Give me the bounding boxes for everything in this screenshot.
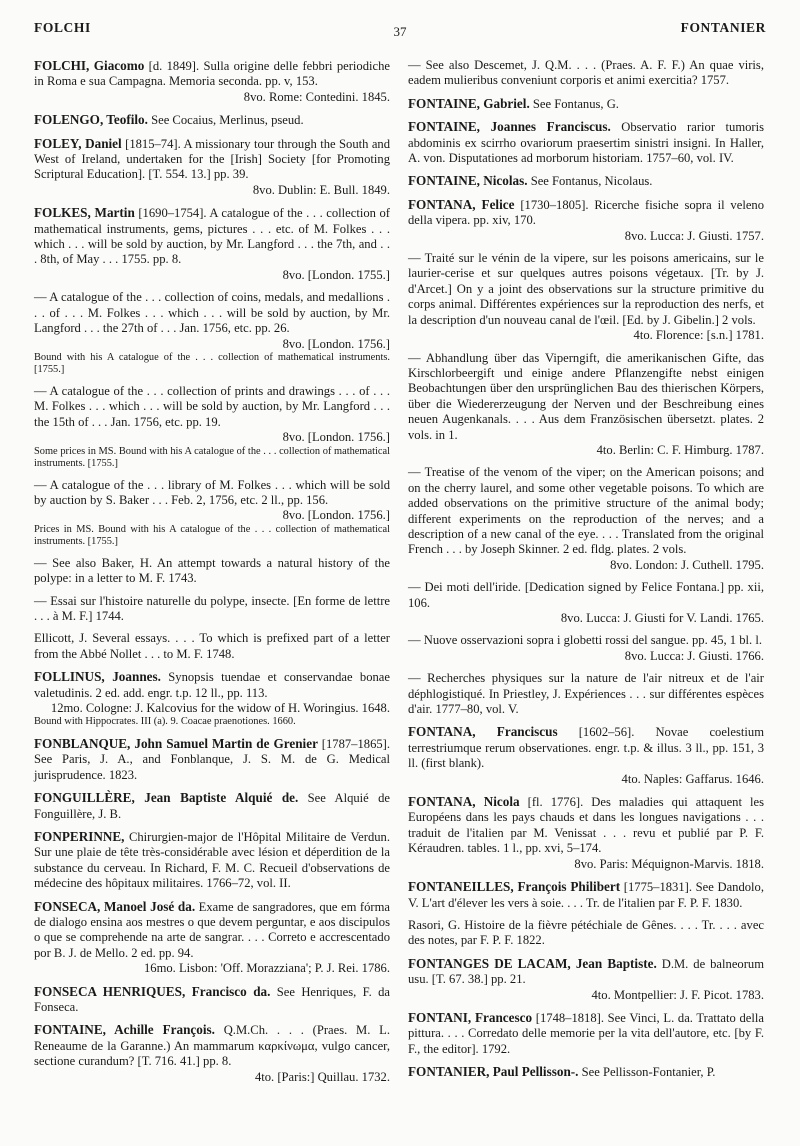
entry-body: Synopsis tuendae et conservandae bonae valetudinis. 2 ed. add. engr. t.p. 12 ll., pp. 113. [34, 670, 390, 700]
entry-heading: FONTAINE, Gabriel. [408, 95, 530, 111]
entry-note: Prices in MS. Bound with his A catalogue of the . . . collection of mathematical instruments. [1755.] [34, 523, 390, 548]
entry-text [408, 918, 764, 949]
entry-note: Bound with his A catalogue of the . . . collection of mathematical instruments. [1755.] [34, 351, 390, 376]
entry-body: — Abhandlung über das Viperngift, die amerikanischen Gifte, das Kirschlorbeergift und einige andere Pflanzengifte nebst einigen Beobachtungen über den ursprünglichen Bau des thierischen Körpers, über die Wiedererzeugung der Nerven und der Beschreibung eines neuen Augenkanals. . . . Aus dem Französischen übersetzt. plates. 2 vols. in 1. [408, 350, 764, 442]
entry-body: [d. 1849]. Sulla origine delle febbri periodiche in Roma e sua Campagna. Memoria seconda. pp. v, 153. [34, 59, 390, 89]
entry-text [34, 594, 390, 625]
entry-text [408, 633, 764, 648]
entry-text [34, 829, 390, 892]
entry-text [408, 465, 764, 557]
right-column [408, 58, 764, 1088]
entry-text [34, 1022, 390, 1069]
entry-imprint: 8vo. [London. 1756.] [282, 430, 390, 445]
entry-body: [1730–1805]. Ricerche fisiche sopra il veleno della vipera. pp. xiv, 170. [408, 197, 765, 228]
entry-text [34, 112, 390, 128]
catalogue-entry [34, 736, 390, 783]
entry-text [408, 956, 764, 988]
catalogue-entry [34, 112, 390, 128]
catalogue-entry [408, 724, 764, 787]
entry-text [34, 736, 390, 783]
entry-text [408, 58, 764, 89]
entry-heading: FOLCHI, Giacomo [34, 58, 145, 73]
entry-text [408, 724, 764, 771]
catalogue-entry [408, 173, 764, 189]
catalogue-entry [408, 96, 764, 112]
catalogue-entry [34, 478, 390, 549]
catalogue-entry [408, 794, 764, 872]
entry-imprint: 8vo. [London. 1756.] [282, 508, 390, 523]
entry-body: [1815–74]. A missionary tour through the South and West of Ireland, undertaken for the [Irish] Society [for Promoting Scriptural Education]. [T. 554. 13.] pp. 39. [34, 136, 391, 182]
entry-imprint: 8vo. [London. 1756.] [282, 336, 390, 351]
entry-imprint: 4to. [Paris:] Quillau. 1732. [254, 1069, 390, 1084]
entry-imprint: 12mo. Cologne: J. Kalcovius for the widow of H. Woringius. 1648. [50, 701, 390, 715]
entry-imprint: 8vo. Paris: Méquignon-Marvis. 1818. [574, 856, 764, 871]
entry-heading: FONTANI, Francesco [408, 1009, 533, 1025]
entry-text [408, 197, 764, 229]
catalogue-entry [408, 465, 764, 573]
catalogue-entry [408, 879, 764, 911]
entry-heading: FONPERINNE, [34, 828, 125, 844]
entry-heading: FOLEY, Daniel [34, 135, 122, 151]
entry-text [408, 96, 764, 112]
entry-body: [1690–1754]. A catalogue of the . . . collection of mathematical instruments, gems, pictures . . . etc. of M. Folkes . . . which . . . will be sold by auction, by Mr. Langford . . . the 7th, and . . . 8th, of May . . . 1755. pp. 8. [34, 206, 390, 267]
entry-heading: FONTANEILLES, François Philibert [408, 879, 621, 895]
entry-body: Exame de sangradores, que em fórma de dialogo ensina aos mestres o que devem perguntar, e aos discipulos o que se comprehende na arte de sangrar. . . . Correto e accrescentado por B. J. de Mello. 2 ed. pp. 94. [34, 899, 390, 960]
entry-heading: FONTANA, Felice [408, 196, 515, 212]
header-left-word: FOLCHI [34, 20, 91, 35]
catalogue-entry [34, 136, 390, 199]
catalogue-entry [34, 829, 390, 892]
entry-heading: FOLENGO, Teofilo. [34, 112, 148, 128]
catalogue-entry [34, 290, 390, 377]
entry-body: See Fontanus, Nicolaus. [527, 174, 653, 189]
catalogue-entry [34, 556, 390, 587]
entry-body: Rasori, G. Histoire de la fièvre pétéchiale de Gênes. . . . Tr. . . . avec des notes, par F. P. F. 1822. [408, 917, 764, 948]
entry-body: — Recherches physiques sur la nature de l'air nitreux et de l'air déphlogistiqué. In Priestley, J. Expériences . . . sur différentes espèces d'air. 1777–80, vol. V. [408, 671, 764, 717]
entry-body: [1748–1818]. See Vinci, L. da. Trattato della pittura. . . . Corredato delle memorie per la vita dell'autore, etc. [by F. F., the editor]. 1792. [408, 1010, 764, 1056]
entry-heading: FONTAINE, Joannes Franciscus. [408, 119, 611, 135]
entry-body: See Henriques, F. da Fonseca. [34, 984, 390, 1014]
entry-body: — Nuove osservazioni sopra i globetti rossi del sangue. pp. 45, 1 bl. l. [408, 633, 762, 648]
entry-text [408, 173, 764, 189]
catalogue-entry [34, 899, 390, 977]
entry-text [34, 899, 390, 962]
entry-heading: FONTAINE, Nicolas. [408, 173, 528, 189]
entry-body: Observatio rarior tumoris abdominis ex scirrho ovariorum praesertim sinistri insigni. In Haller, A. von. Disputationes ad morborum historiam. 1757–60, vol. IV. [408, 120, 765, 166]
entry-heading: FONGUILLÈRE, Jean Baptiste Alquié de. [34, 790, 299, 806]
catalogue-entry [408, 633, 764, 664]
catalogue-entry [34, 205, 390, 283]
entry-heading: FOLKES, Martin [34, 205, 135, 221]
entry-heading: FOLLINUS, Joannes. [34, 669, 161, 685]
entry-imprint: 8vo. [London. 1755.] [282, 267, 390, 282]
entry-body: See Fontanus, G. [529, 96, 619, 111]
catalogue-entry [408, 197, 764, 244]
entry-imprint: 4to. Montpellier: J. F. Picot. 1783. [591, 987, 764, 1002]
catalogue-entry [408, 119, 764, 166]
entry-text [408, 580, 764, 611]
entry-heading: FONTAINE, Achille François. [34, 1022, 215, 1038]
entry-body: [1602–56]. Novae coelestium terrestriumque rerum observationes. engr. t.p. & illus. 3 ll., pp. 151, 3 ll. (first blank). [408, 725, 765, 771]
entry-heading: FONTANA, Franciscus [408, 724, 558, 740]
entry-imprint: 8vo. Lucca: J. Giusti for V. Landi. 1765. [560, 611, 764, 625]
catalogue-entry [34, 631, 390, 662]
entry-text [34, 984, 390, 1016]
entry-body: [1775–1831]. See Dandolo, V. L'art d'élever les vers à soie. . . . Tr. de l'italien par F. P. F. 1830. [408, 880, 764, 910]
entry-imprint: 4to. Florence: [s.n.] 1781. [633, 328, 764, 343]
entry-heading: FONTANIER, Paul Pellisson-. [408, 1064, 579, 1080]
entry-text [408, 119, 764, 166]
entry-text [34, 556, 390, 587]
entry-body: — See also Descemet, J. Q.M. . . . (Praes. A. F. F.) An quae viris, eadem mulieribus conveniunt corporis et animi exercitia? 1757. [408, 58, 764, 88]
catalogue-entry [34, 384, 390, 471]
catalogue-entry [34, 1022, 390, 1085]
entry-note: Bound with Hippocrates. III (a). 9. Coacae praenotiones. 1660. [34, 716, 296, 728]
entry-body: — See also Baker, H. An attempt towards a natural history of the polype: in a letter to M. F. 1743. [34, 555, 390, 586]
entry-heading: FONTANGES DE LACAM, Jean Baptiste. [408, 955, 657, 971]
entry-body: D.M. de balneorum usu. [T. 67. 38.] pp. 21. [408, 956, 764, 987]
catalogue-entry [34, 984, 390, 1016]
entry-body: Ellicott, J. Several essays. . . . To which is prefixed part of a letter from the Abbé Nollet . . . to M. F. 1748. [34, 631, 390, 661]
entry-note: Some prices in MS. Bound with his A catalogue of the . . . collection of mathematical instruments. [1755.] [34, 445, 390, 470]
entry-heading: FONSECA HENRIQUES, Francisco da. [34, 983, 271, 999]
entry-text [34, 290, 390, 336]
entry-heading: FONTANA, Nicola [408, 794, 520, 810]
entry-text [34, 136, 390, 183]
header-right-word: FONTANIER [680, 20, 766, 35]
entry-body: — A catalogue of the . . . library of M. Folkes . . . which will be sold by auction by S. Baker . . . Feb. 2, 1756, etc. 2 ll., pp. 156. [34, 477, 390, 507]
entry-text [408, 251, 764, 328]
catalogue-entry [408, 918, 764, 949]
entry-imprint: 8vo. Lucca: J. Giusti. 1757. [624, 228, 764, 243]
entry-body: See Cocaius, Merlinus, pseud. [147, 113, 304, 128]
entry-imprint: 8vo. Dublin: E. Bull. 1849. [252, 182, 390, 197]
entry-text [34, 58, 390, 90]
entry-text [408, 879, 764, 911]
catalogue-entry [408, 58, 764, 89]
entry-heading: FONBLANQUE, John Samuel Martin de Grenier [34, 735, 318, 751]
entry-heading: FONSECA, Manoel José da. [34, 898, 196, 914]
entry-body: — A catalogue of the . . . collection of prints and drawings . . . of . . . M. Folkes . . . which . . . will be sold by auction, by Mr. Langford . . . the 15th of . . . Jan. 1756, etc. pp. 19. [34, 383, 390, 429]
entry-text [408, 1010, 764, 1057]
entry-imprint: 8vo. Rome: Contedini. 1845. [243, 89, 390, 104]
entry-text [408, 671, 764, 717]
entry-text [34, 790, 390, 822]
catalogue-entry [408, 956, 764, 1003]
entry-text [34, 669, 390, 701]
page-number: 37 [393, 24, 407, 39]
entry-body: — Traité sur le vénin de la vipere, sur les poisons americains, sur le laurier-cerise et sur quelques autres poisons végetaux. [Tr. by J. d'Arcet.] On y a joint des observations sur la structure primitive du corps animal. Différentes expériences sur la reproduction des nerfs, et la description d'un nouveau canal de l'œil. [Ed. by J. Gibelin.] 2 vols. [408, 251, 764, 327]
catalogue-entry [408, 580, 764, 626]
catalogue-entry [34, 594, 390, 625]
catalogue-entry [408, 671, 764, 717]
entry-imprint: 8vo. London: J. Cuthell. 1795. [610, 557, 764, 572]
entry-imprint: 16mo. Lisbon: 'Off. Morazziana'; P. J. Rei. 1786. [143, 961, 390, 976]
entry-text [34, 631, 390, 662]
entry-body: [1787–1865]. See Paris, J. A., and Fonblanque, J. S. M. de G. Medical jurisprudence. 1823. [34, 736, 391, 782]
catalogue-entry [408, 1010, 764, 1057]
entry-text [408, 351, 764, 443]
entry-body: Chirurgien-major de l'Hôpital Militaire de Verdun. Sur une plaie de tête très-considérable avec lésion et déperdition de la substance du cerveau. In Richard, F. M. C. Recueil d'observations de médecine des hôpitaux militaires. 1766–72, vol. II. [34, 829, 390, 891]
catalogue-entry [34, 58, 390, 105]
entry-imprint: 8vo. Lucca: J. Giusti. 1766. [624, 648, 764, 663]
entry-body: — A catalogue of the . . . collection of coins, medals, and medallions . . . of . . . M. Folkes . . . which . . . will be sold by auction, by Mr. Langford . . . the 27th of . . . Jan. 1756, etc. pp. 26. [34, 290, 390, 336]
entry-body: See Pellisson-Fontanier, P. [578, 1065, 716, 1080]
entry-imprint: 4to. Naples: Gaffarus. 1646. [621, 771, 764, 786]
entry-body: — Treatise of the venom of the viper; on the American poisons; and on the cherry laurel, and some other vegetable poisons. To which are added observations on the primitive structure of the animal body; different experiments on the reproduction of the nerves; and a description of a new canal of the eye. . . . Translated from the original French . . . by Joseph Skinner. 2 ed. fldg. plates. 2 vols. [408, 465, 764, 557]
entry-body: — Essai sur l'histoire naturelle du polype, insecte. [En forme de lettre . . . à M. F.] 1744. [34, 593, 390, 623]
catalogue-entry [34, 669, 390, 729]
entry-body: Q.M.Ch. . . . (Praes. M. L. Reneaume de la Garanne.) An mammarum καρκίνωμα, vulgo cancer, sectione curandum? [T. 716. 41.] pp. 8. [34, 1023, 390, 1069]
entry-text [34, 478, 390, 509]
entry-body: See Alquié de Fonguillère, J. B. [34, 791, 390, 821]
catalogue-entry [34, 790, 390, 822]
running-header [34, 20, 766, 40]
entry-text [34, 384, 390, 430]
catalogue-entry [408, 351, 764, 459]
entry-text [34, 205, 390, 268]
entry-body: — Dei moti dell'iride. [Dedication signed by Felice Fontana.] pp. xii, 106. [408, 580, 764, 610]
entry-text [408, 794, 764, 857]
entry-body: [fl. 1776]. Des maladies qui attaquent les Européens dans les pays chauds et dans les longues navigations . . . traduit de l'italien par M. Venissat . . . revu et publié par P. F. Kéraudren. tables. 1 l., pp. xvi, 5–174. [408, 795, 764, 856]
catalogue-entry [408, 251, 764, 343]
catalogue-entry [408, 1064, 764, 1080]
entry-text [408, 1064, 764, 1080]
entry-imprint: 4to. Berlin: C. F. Himburg. 1787. [596, 442, 764, 457]
left-column [34, 58, 390, 1092]
